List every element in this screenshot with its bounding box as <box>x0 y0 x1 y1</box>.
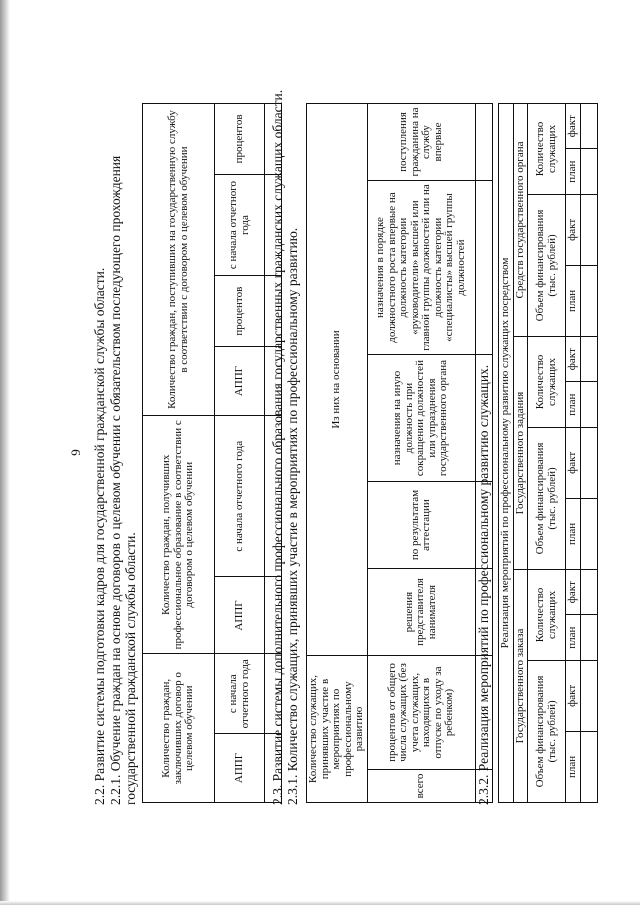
targeted-training-table <box>142 103 282 803</box>
section-2-2-heading: 2.2. Развитие системы подготовки кадров для государственной гражданской службы области. <box>92 267 107 805</box>
t2-decision: решения представителя нанимателя <box>367 569 475 656</box>
t1-percent-1: процентов <box>215 276 265 347</box>
section-2-3-heading: 2.3. Развитие системы дополнительного профессионального образования государственных гражданских служащих области. <box>270 89 285 805</box>
t3-title: Реализация мероприятий по профессиональному развитию служащих посредством <box>499 104 514 803</box>
t1-percent-2: процентов <box>215 104 265 175</box>
t3-employees-2: Количество служащих <box>528 337 566 428</box>
t3-plan: план <box>566 382 581 428</box>
t3-fact: факт <box>566 104 581 149</box>
t1-since-start-1: с начала отчетного года <box>215 654 265 734</box>
t3-fact: факт <box>566 427 581 498</box>
t3-employees-1: Количество служащих <box>528 570 566 661</box>
t2-header-participants: Количество служащих, принявших участие в мероприятиях по профессиональному развитию <box>307 656 368 803</box>
section-2-3-2-heading: 2.3.2. Реализация мероприятий по профессиональному развитию служащих. <box>476 364 491 805</box>
t3-plan: план <box>566 615 581 661</box>
professional-development-participants-table <box>306 103 493 803</box>
t1-since-start-3: с начала отчетного года <box>215 174 265 275</box>
t3-fact: факт <box>566 337 581 382</box>
t2-appointment-other: назначения на иную должность при сокращении должностей или упразднения государственного органа <box>367 355 475 482</box>
t3-gov-task: Государственного задания <box>513 337 528 570</box>
t1-header-entered-service: Количество граждан, поступивших на государственную службу в соответствии с договором о целевом обучении <box>143 104 215 416</box>
t1-appg-1: АППГ <box>215 734 265 803</box>
t1-appg-3: АППГ <box>215 347 265 416</box>
page-number: 9 <box>68 449 83 456</box>
t3-employees-3: Количество служащих <box>528 104 566 195</box>
activities-implementation-table <box>498 103 598 803</box>
t3-funding-1: Объем финансирования (тыс. рублей) <box>528 660 566 802</box>
t3-funding-2: Объем финансирования (тыс. рублей) <box>528 427 566 569</box>
t2-attestation: по результатам аттестации <box>367 482 475 569</box>
section-2-2-1-line2: государственной гражданской службы области. <box>123 532 138 805</box>
section-2-2-1-line1: 2.2.1. Обучение граждан на основе договоров о целевом обучении с обязательством последующего прохождения <box>108 155 123 805</box>
t3-gov-order: Государственного заказа <box>513 570 528 803</box>
t3-plan: план <box>566 498 581 569</box>
t3-fact: факт <box>566 660 581 731</box>
t1-header-received-education: Количество граждан, получивших профессиональное образование в соответствии с договором о целевом обучении <box>143 416 215 654</box>
t1-since-start-2: с начала отчетного года <box>215 416 265 577</box>
section-2-3-1-heading: 2.3.1. Количество служащих, принявших участие в мероприятиях по профессиональному развитию. <box>285 227 300 805</box>
t3-plan: план <box>566 731 581 802</box>
t2-total: всего <box>367 770 475 803</box>
t1-appg-2: АППГ <box>215 577 265 654</box>
t3-gov-body-funds: Средств государственного органа <box>513 104 528 337</box>
t3-plan: план <box>566 265 581 336</box>
t2-percent-total: процентов от общего числа служащих (без учета служащих, находящихся в отпуске по уходу за ребенком) <box>367 656 475 770</box>
t1-header-concluded: Количество граждан, заключивших договор о целевом обучении <box>143 654 215 803</box>
t2-appointment-growth: назначения в порядке должностного роста впервые на должность категории «руководители» высшей или главной группы должностей или на должность категории «специалисты» высшей группы должностей <box>367 181 475 355</box>
t2-header-of-them: Из них на основании <box>307 104 368 656</box>
t3-funding-3: Объем финансирования (тыс. рублей) <box>528 194 566 336</box>
t3-plan: план <box>566 149 581 195</box>
t2-first-entry: поступления гражданина на службу впервые <box>367 104 475 181</box>
t3-fact: факт <box>566 570 581 615</box>
t3-fact: факт <box>566 194 581 265</box>
